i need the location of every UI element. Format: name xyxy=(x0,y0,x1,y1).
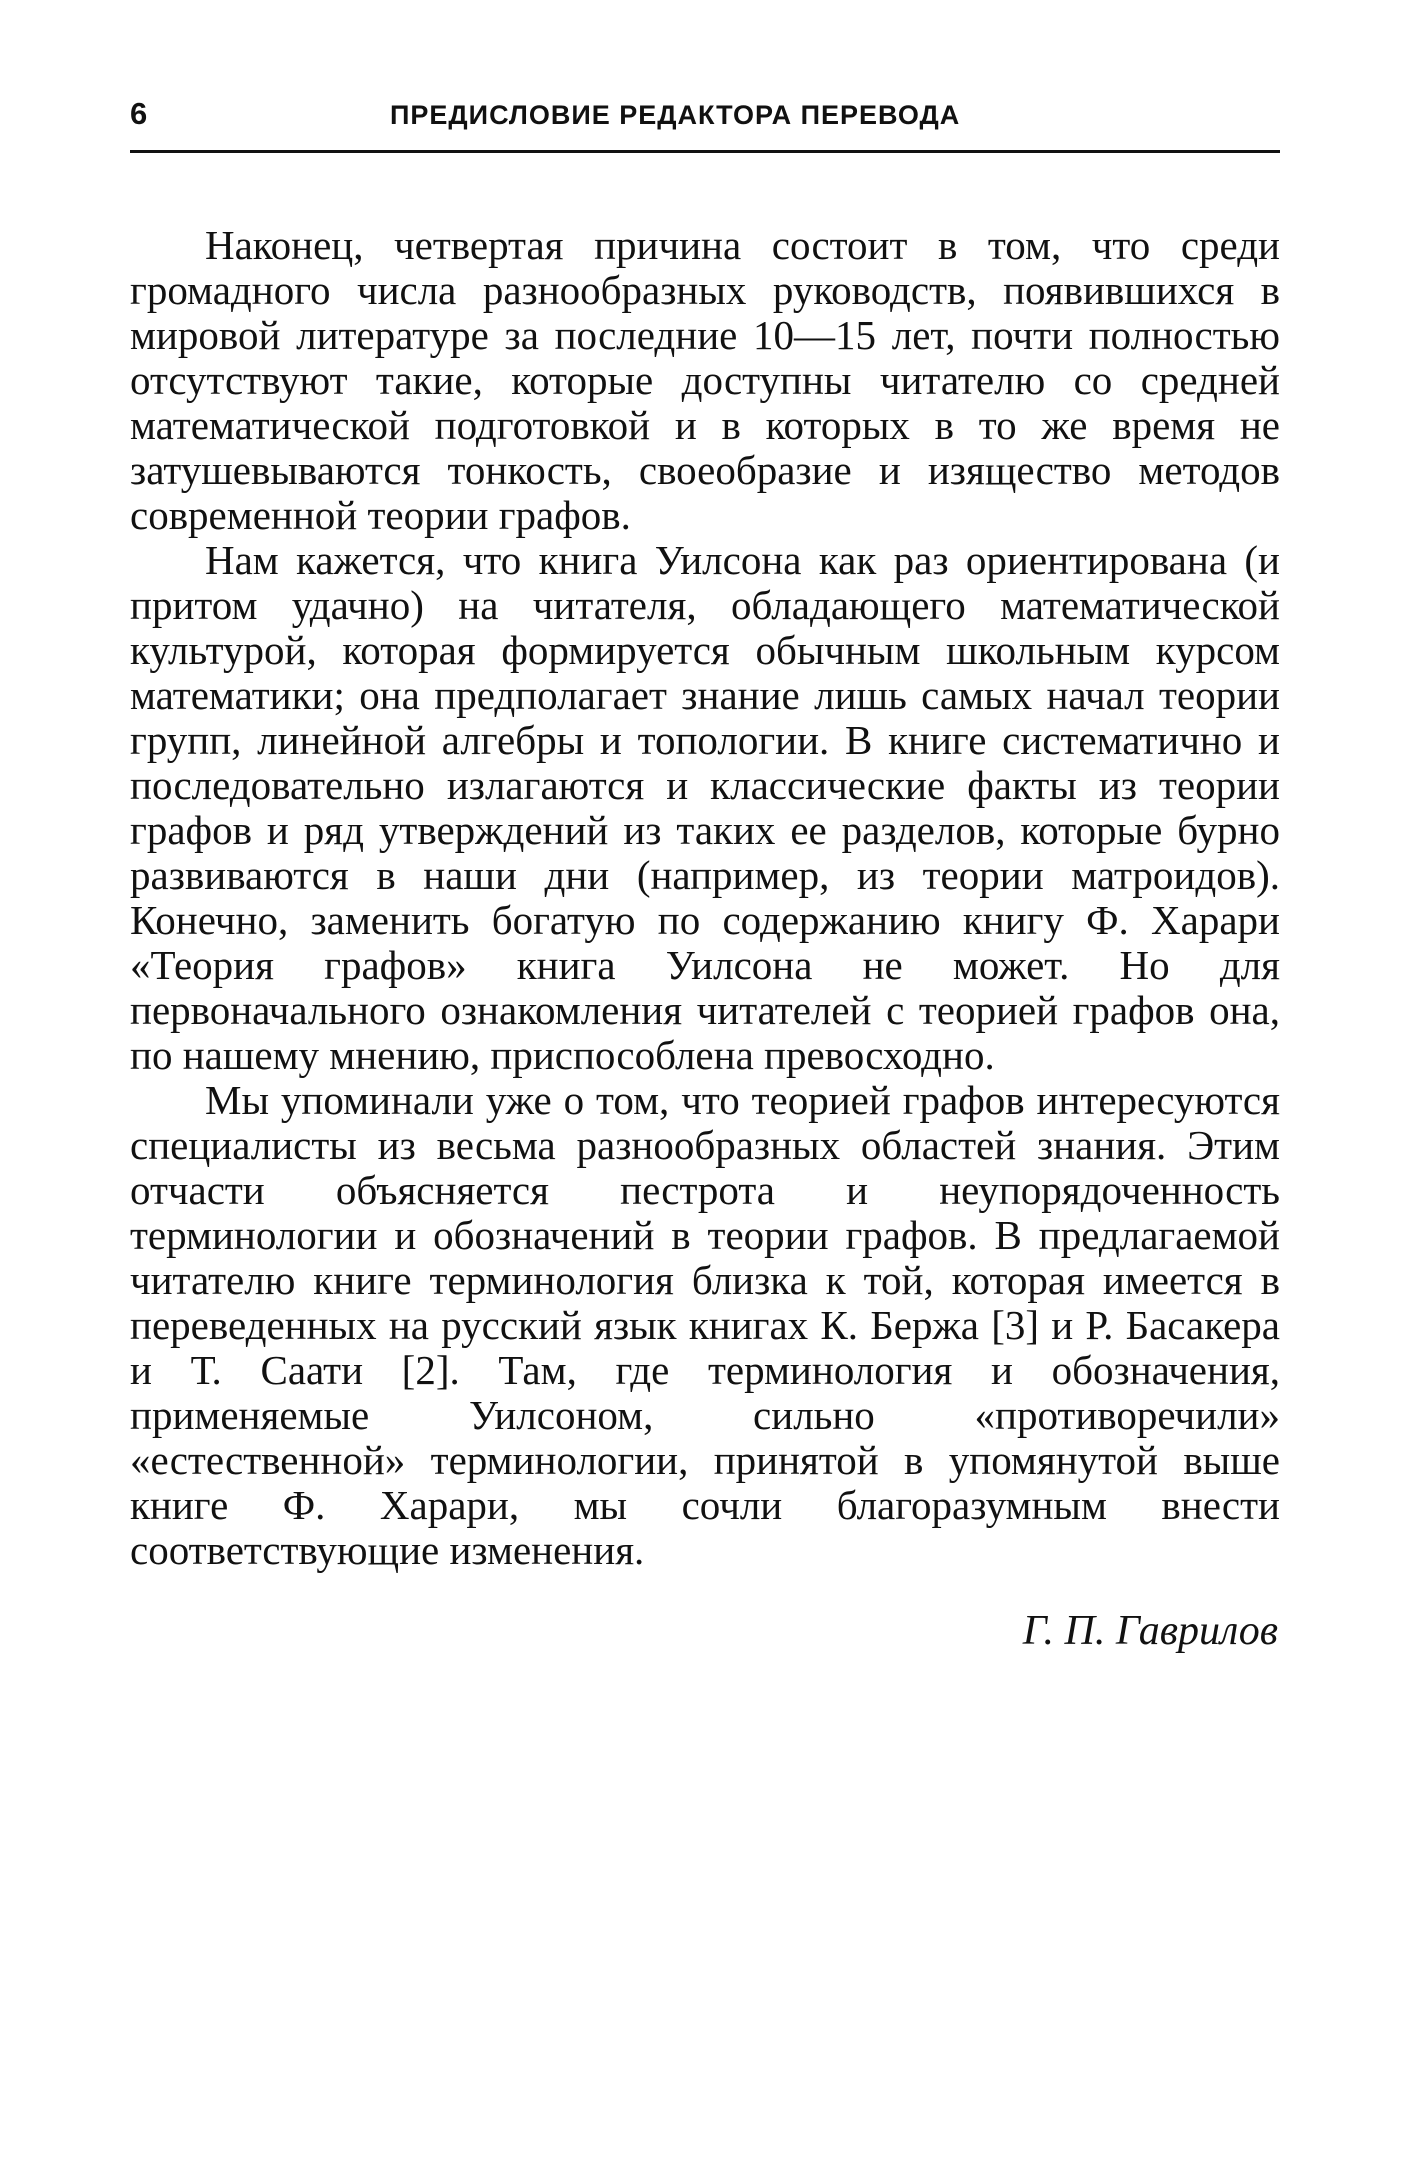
book-page xyxy=(130,80,1280,2120)
paragraph-terminology: Мы упоминали уже о том, что теорией графов интересуются специалисты из весьма разнообразных областей знания. Этим отчасти объясняется пестрота и неупорядоченность терминологии и обозначений в теории графов. В предлагаемой читателю книге терминология близка к той, которая имеется в переведенных на русский язык книгах К. Бержа [3] и Р. Басакера и Т. Саати [2]. Там, где терминология и обозначения, применяемые Уилсоном, сильно «противоречили» «естественной» терминологии, принятой в упомянутой выше книге Ф. Харари, мы сочли благоразумным внести соответствующие изменения. xyxy=(130,1077,1280,1573)
paragraph-reason-four: Наконец, четвертая причина состоит в том, что среди громадного числа разнообразных руководств, появившихся в мировой литературе за последние 10—15 лет, почти полностью отсутствуют такие, которые доступны читателю со средней математической подготовкой и в которых в то же время не затушевываются тонкость, своеобразие и изящество методов современной теории графов. xyxy=(130,222,1280,538)
editor-signature: Г. П. Гаврилов xyxy=(1022,1608,1278,1654)
paragraph-wilson-book: Нам кажется, что книга Уилсона как раз ориентирована (и притом удачно) на читателя, обладающего математической культурой, которая формируется обычным школьным курсом математики; она предполагает знание лишь самых начал теории групп, линейной алгебры и топологии. В книге систематично и последовательно излагаются и классические факты из теории графов и ряд утверждений из таких ее разделов, которые бурно развиваются в наши дни (например, из теории матроидов). Конечно, заменить богатую по содержанию книгу Ф. Харари «Теория графов» книга Уилсона не может. Но для первоначального ознакомления читателей с теорией графов она, по нашему мнению, приспособлена превосходно. xyxy=(130,537,1280,1078)
main-text xyxy=(130,223,1280,1573)
running-header xyxy=(130,80,1280,153)
page-number: 6 xyxy=(130,96,148,131)
running-title: ПРЕДИСЛОВИЕ РЕДАКТОРА ПЕРЕВОДА xyxy=(390,100,961,130)
